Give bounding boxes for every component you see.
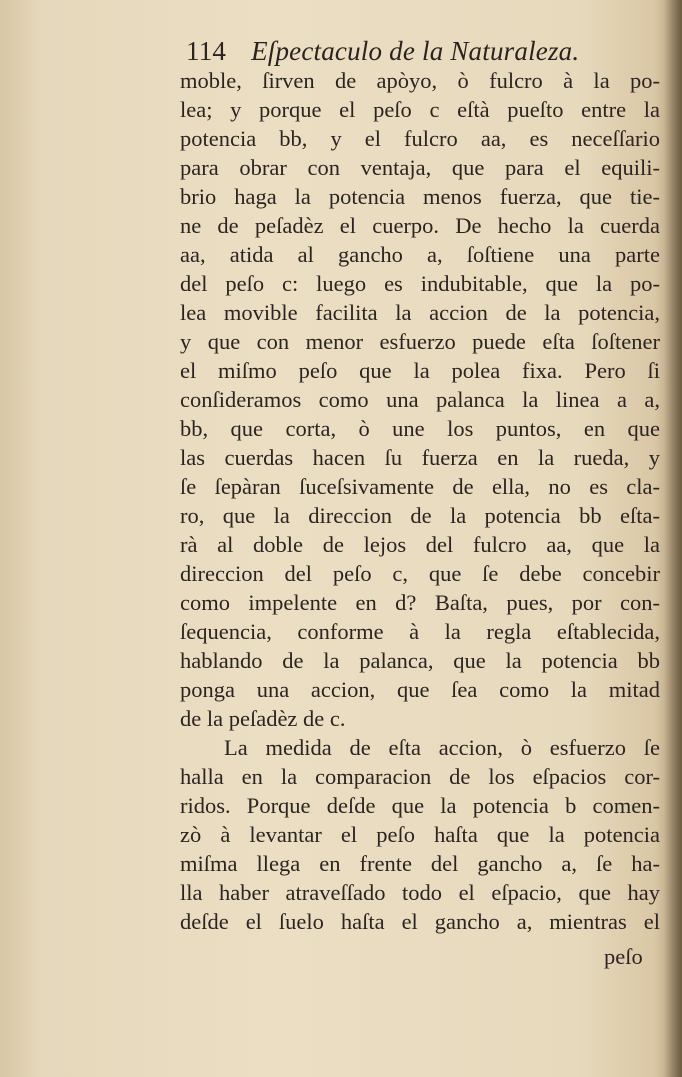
text-line: conſideramos como una palanca la linea a a, <box>180 387 660 412</box>
text-line: miſma llega en frente del gancho a, ſe ha- <box>180 851 660 876</box>
text-line: aa, atida al gancho a, ſoſtiene una parte <box>180 242 660 267</box>
text-line: de la peſadèz de c. <box>180 706 346 731</box>
text-line: ridos. Porque deſde que la potencia b comen- <box>180 793 660 818</box>
text-line: del peſo c: luego es indubitable, que la po- <box>180 271 660 296</box>
page-number: 114 <box>186 36 227 66</box>
text-line: ſe ſepàran ſuceſsivamente de ella, no es cla- <box>180 474 660 499</box>
text-line: como impelente en d? Baſta, pues, por con- <box>180 590 660 615</box>
text-line: el miſmo peſo que la polea fixa. Pero ſi <box>180 358 660 383</box>
catchword: peſo <box>604 944 643 969</box>
text-line: zò à levantar el peſo haſta que la potencia <box>180 822 660 847</box>
text-line: las cuerdas hacen ſu fuerza en la rueda, y <box>180 445 660 470</box>
text-line: potencia bb, y el fulcro aa, es neceſſario <box>180 126 660 151</box>
text-line: lla haber atraveſſado todo el eſpacio, que hay <box>180 880 660 905</box>
text-line: para obrar con ventaja, que para el equili- <box>180 155 660 180</box>
text-line: ſequencia, conforme à la regla eſtablecida, <box>180 619 660 644</box>
page-header <box>186 36 579 67</box>
text-line: deſde el ſuelo haſta el gancho a, mientras el <box>180 909 660 934</box>
text-line: ponga una accion, que ſea como la mitad <box>180 677 660 702</box>
text-line: hablando de la palanca, que la potencia bb <box>180 648 660 673</box>
body-text <box>180 66 660 936</box>
text-line: bb, que corta, ò une los puntos, en que <box>180 416 660 441</box>
text-line: rà al doble de lejos del fulcro aa, que la <box>180 532 660 557</box>
text-line: ne de peſadèz el cuerpo. De hecho la cuerda <box>180 213 660 238</box>
text-line: halla en la comparacion de los eſpacios cor- <box>180 764 660 789</box>
text-line: y que con menor esfuerzo puede eſta ſoſtener <box>180 329 660 354</box>
text-line: ro, que la direccion de la potencia bb eſta- <box>180 503 660 528</box>
text-line: lea movible facilita la accion de la potencia, <box>180 300 660 325</box>
text-line: moble, ſirven de apòyo, ò fulcro à la po- <box>180 68 660 93</box>
text-line: La medida de eſta accion, ò esfuerzo ſe <box>224 735 660 760</box>
running-title: Eſpectaculo de la Naturaleza. <box>251 36 580 66</box>
text-line: lea; y porque el peſo c eſtà pueſto entre la <box>180 97 660 122</box>
text-line: brio haga la potencia menos fuerza, que tie- <box>180 184 660 209</box>
text-line: direccion del peſo c, que ſe debe concebir <box>180 561 660 586</box>
